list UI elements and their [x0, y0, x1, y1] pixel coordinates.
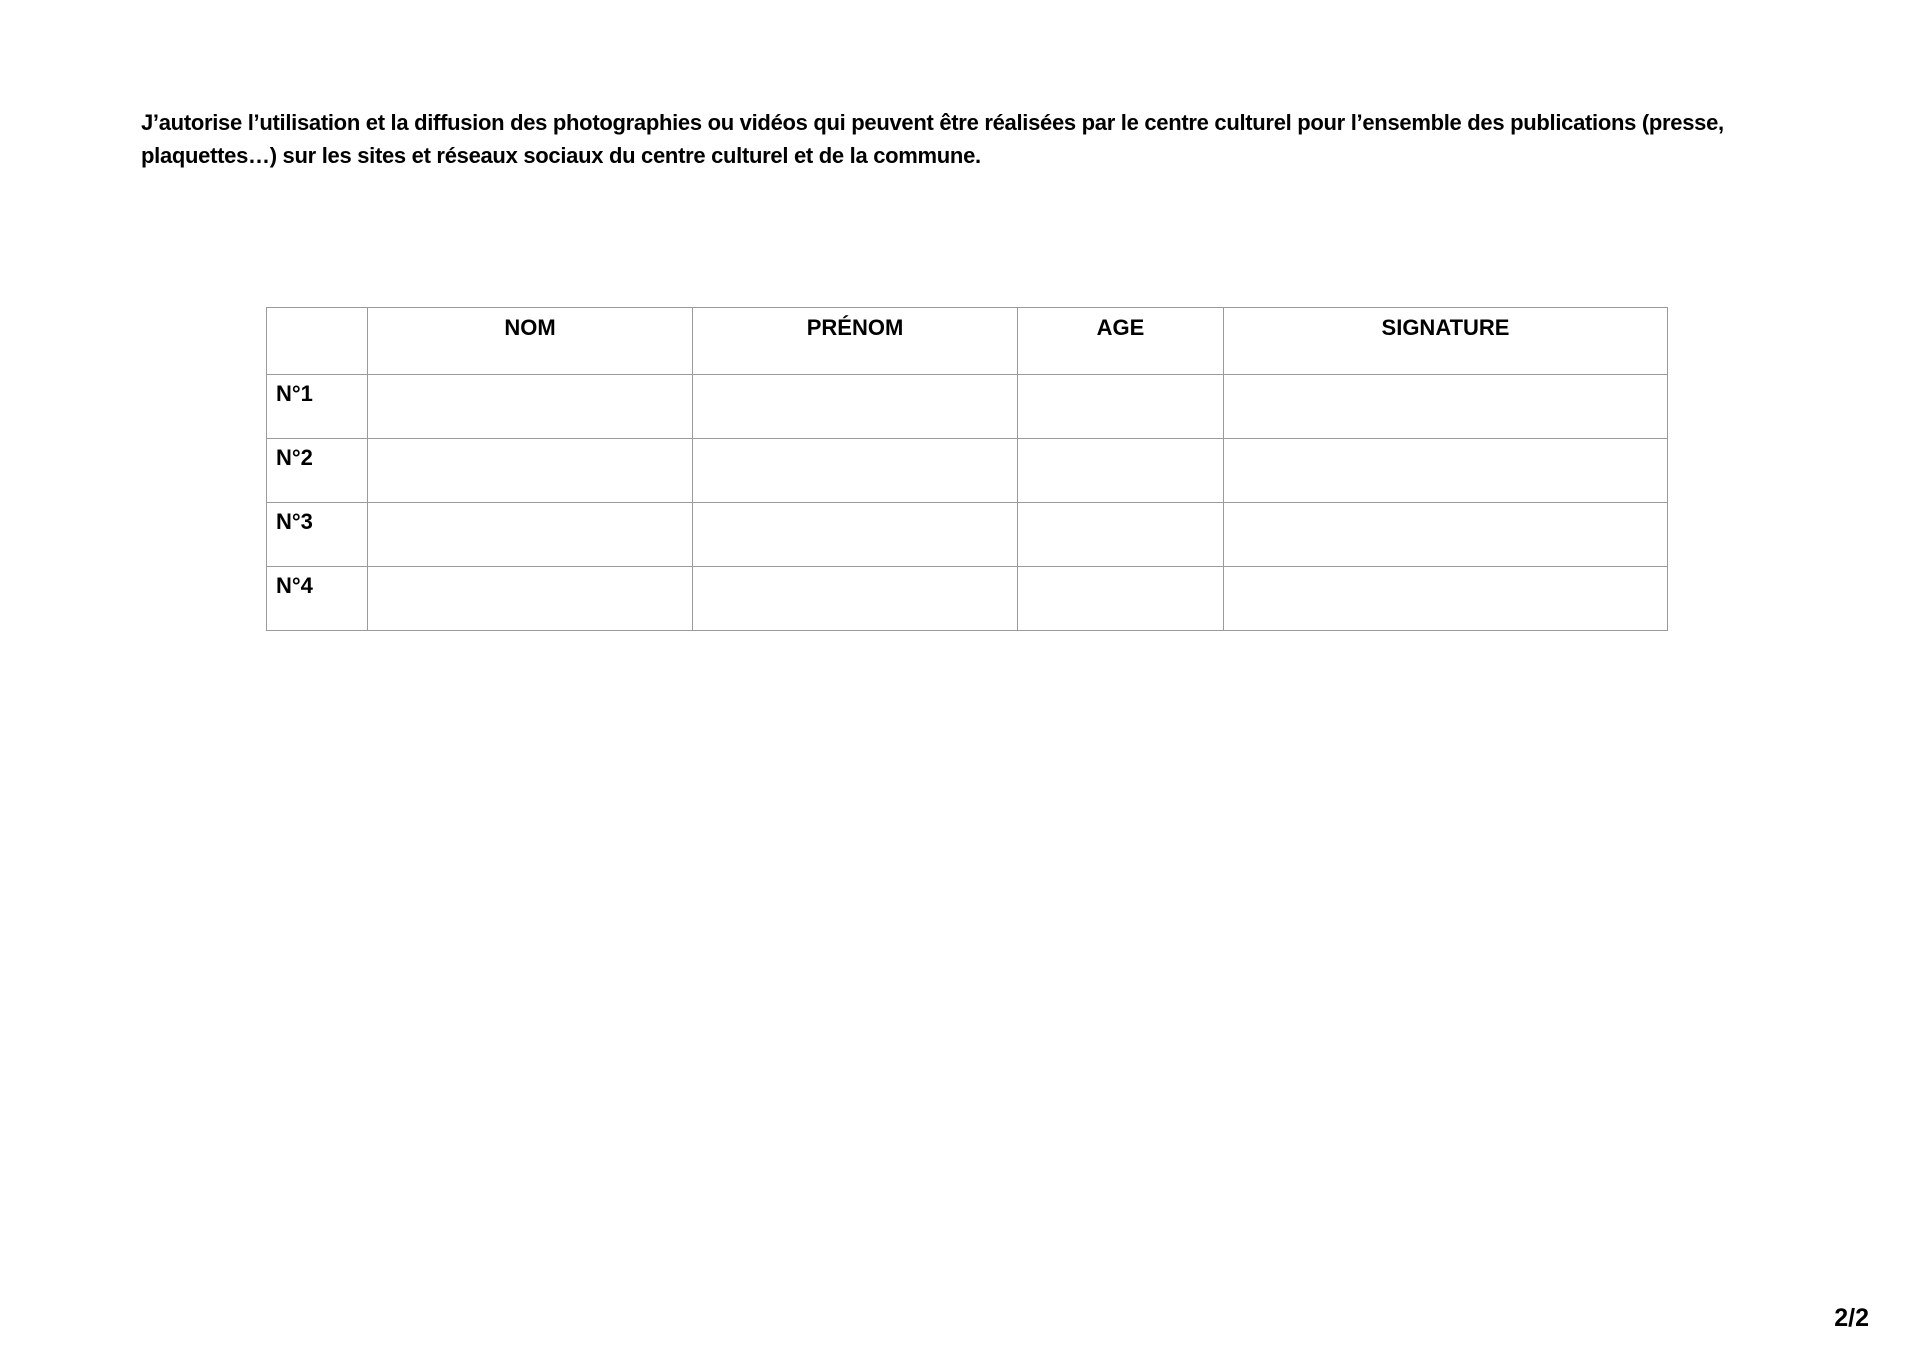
header-cell-age: AGE: [1018, 308, 1224, 375]
prenom-cell[interactable]: [693, 503, 1018, 567]
header-cell-empty: [267, 308, 368, 375]
age-cell[interactable]: [1018, 503, 1224, 567]
nom-cell[interactable]: [368, 567, 693, 631]
authorization-paragraph: J’autorise l’utilisation et la diffusion des photographies ou vidéos qui peuvent être réalisées par le centre culturel pour l’ensemble des publications (presse, plaquettes…) sur les sites et réseaux sociaux du centre culturel et de la commune.: [141, 110, 1724, 168]
header-cell-prenom: PRÉNOM: [693, 308, 1018, 375]
signature-cell[interactable]: [1224, 439, 1668, 503]
nom-cell[interactable]: [368, 503, 693, 567]
row-label: N°1: [267, 375, 368, 439]
table-row: [267, 503, 1668, 567]
consent-table: [266, 307, 1668, 631]
signature-cell[interactable]: [1224, 503, 1668, 567]
age-cell[interactable]: [1018, 375, 1224, 439]
table-row: [267, 375, 1668, 439]
prenom-cell[interactable]: [693, 567, 1018, 631]
table-row: [267, 439, 1668, 503]
page-number: 2/2: [1834, 1304, 1869, 1332]
nom-cell[interactable]: [368, 439, 693, 503]
table-row: [267, 567, 1668, 631]
age-cell[interactable]: [1018, 567, 1224, 631]
row-label: N°4: [267, 567, 368, 631]
prenom-cell[interactable]: [693, 375, 1018, 439]
table-header-row: [267, 308, 1668, 375]
row-label: N°2: [267, 439, 368, 503]
nom-cell[interactable]: [368, 375, 693, 439]
header-cell-nom: NOM: [368, 308, 693, 375]
signature-cell[interactable]: [1224, 375, 1668, 439]
row-label: N°3: [267, 503, 368, 567]
header-cell-signature: SIGNATURE: [1224, 308, 1668, 375]
prenom-cell[interactable]: [693, 439, 1018, 503]
age-cell[interactable]: [1018, 439, 1224, 503]
signature-cell[interactable]: [1224, 567, 1668, 631]
